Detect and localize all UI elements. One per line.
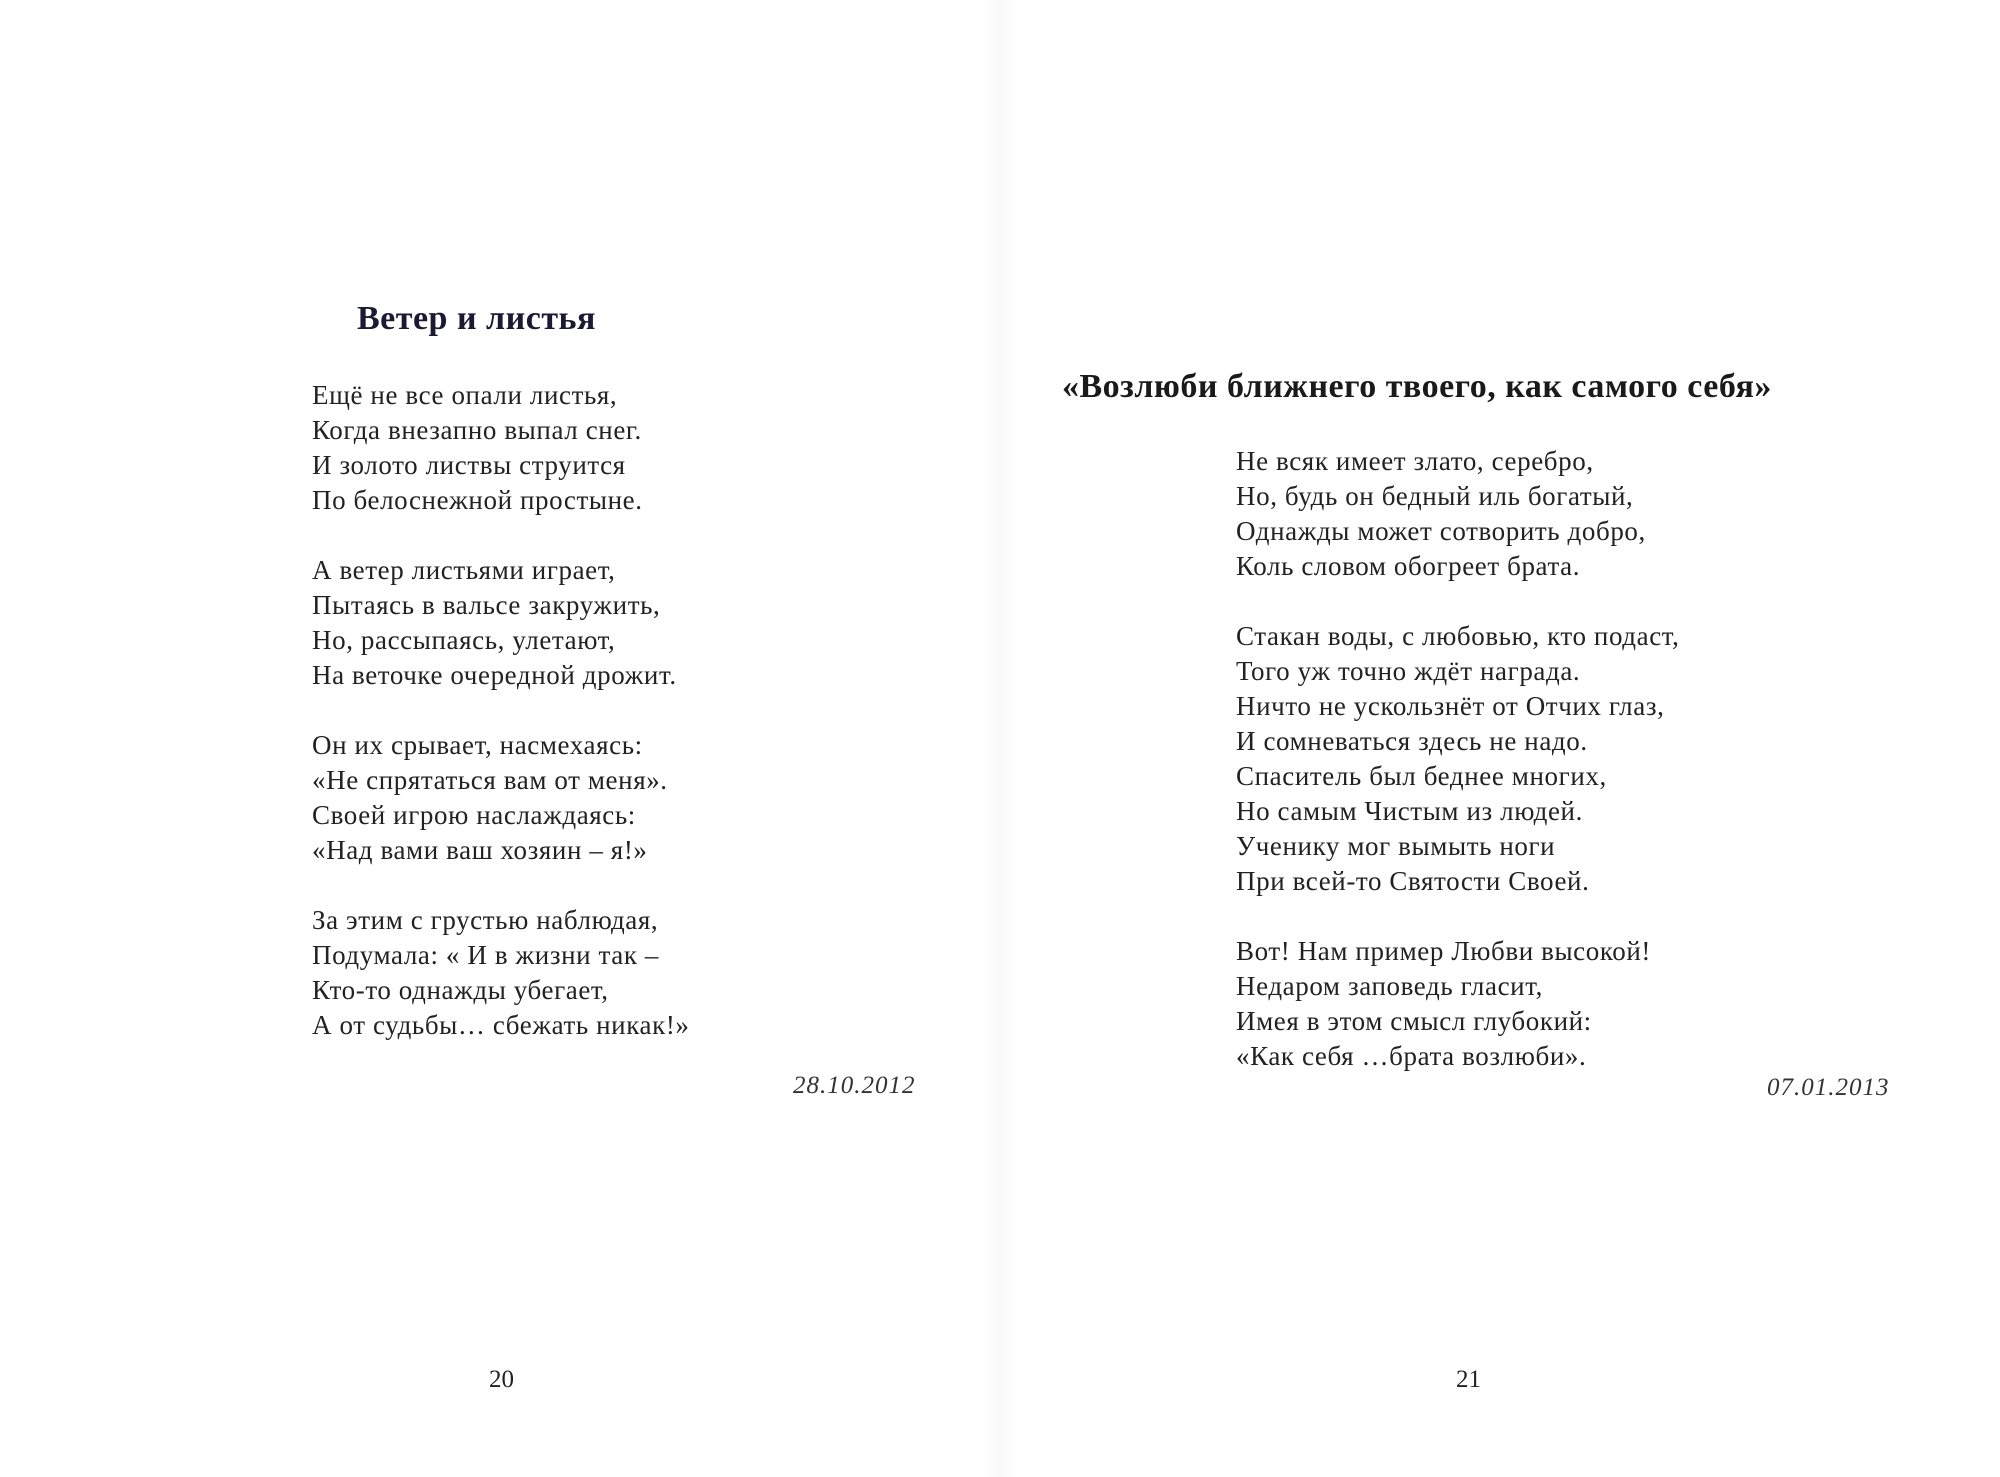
poem-line: И сомневаться здесь не надо.	[1236, 726, 1588, 756]
poem-line: «Не спрятаться вам от меня».	[312, 765, 668, 795]
poem-line: А от судьбы… сбежать никак!»	[312, 1010, 690, 1040]
poem-line: «Над вами ваш хозяин – я!»	[312, 835, 648, 865]
poem-line: Того уж точно ждёт награда.	[1236, 656, 1581, 686]
stanza	[312, 903, 690, 1043]
poem-body	[312, 378, 690, 1078]
poem-line: Коль словом обогреет брата.	[1236, 551, 1581, 581]
page-number: 20	[489, 1366, 514, 1393]
poem-line: Не всяк имеет злато, серебро,	[1236, 446, 1594, 476]
poem-line: «Как себя …брата возлюби».	[1236, 1041, 1587, 1071]
poem-date: 28.10.2012	[793, 1072, 916, 1099]
stanza	[312, 728, 690, 868]
poem-date: 07.01.2013	[1767, 1074, 1890, 1101]
poem-line: По белоснежной простыне.	[312, 485, 643, 515]
poem-line: А ветер листьями играет,	[312, 555, 616, 585]
stanza	[1236, 934, 1680, 1074]
poem-line: Недаром заповедь гласит,	[1236, 971, 1543, 1001]
poem-line: Когда внезапно выпал снег.	[312, 415, 642, 445]
poem-line: Подумала: « И в жизни так –	[312, 940, 660, 970]
poem-line: На веточке очередной дрожит.	[312, 660, 677, 690]
poem-title: «Возлюби ближнего твоего, как самого себя»	[1062, 368, 1772, 405]
poem-line: Ученику мог вымыть ноги	[1236, 831, 1556, 861]
poem-line: Но, будь он бедный иль богатый,	[1236, 481, 1634, 511]
poem-line: Своей игрою наслаждаясь:	[312, 800, 636, 830]
poem-line: Ничто не ускользнёт от Отчих глаз,	[1236, 691, 1665, 721]
stanza	[312, 378, 690, 518]
poem-line: При всей-то Святости Своей.	[1236, 866, 1590, 896]
stanza	[312, 553, 690, 693]
poem-line: Однажды может сотворить добро,	[1236, 516, 1646, 546]
poem-line: Кто-то однажды убегает,	[312, 975, 609, 1005]
poem-body	[1236, 444, 1680, 1109]
poem-line: Имея в этом смысл глубокий:	[1236, 1006, 1592, 1036]
poem-line: Пытаясь в вальсе закружить,	[312, 590, 661, 620]
stanza	[1236, 619, 1680, 899]
right-page	[1000, 0, 2000, 1477]
stanza	[1236, 444, 1680, 584]
poem-line: И золото листвы струится	[312, 450, 626, 480]
poem-line: Стакан воды, с любовью, кто подаст,	[1236, 621, 1680, 651]
poem-line: За этим с грустью наблюдая,	[312, 905, 659, 935]
poem-line: Но самым Чистым из людей.	[1236, 796, 1583, 826]
poem-title: Ветер и листья	[357, 300, 596, 337]
poem-line: Но, рассыпаясь, улетают,	[312, 625, 616, 655]
page-number: 21	[1456, 1366, 1481, 1393]
poem-line: Вот! Нам пример Любви высокой!	[1236, 936, 1651, 966]
poem-line: Ещё не все опали листья,	[312, 380, 618, 410]
poem-line: Он их срывает, насмехаясь:	[312, 730, 643, 760]
poem-line: Спаситель был беднее многих,	[1236, 761, 1607, 791]
